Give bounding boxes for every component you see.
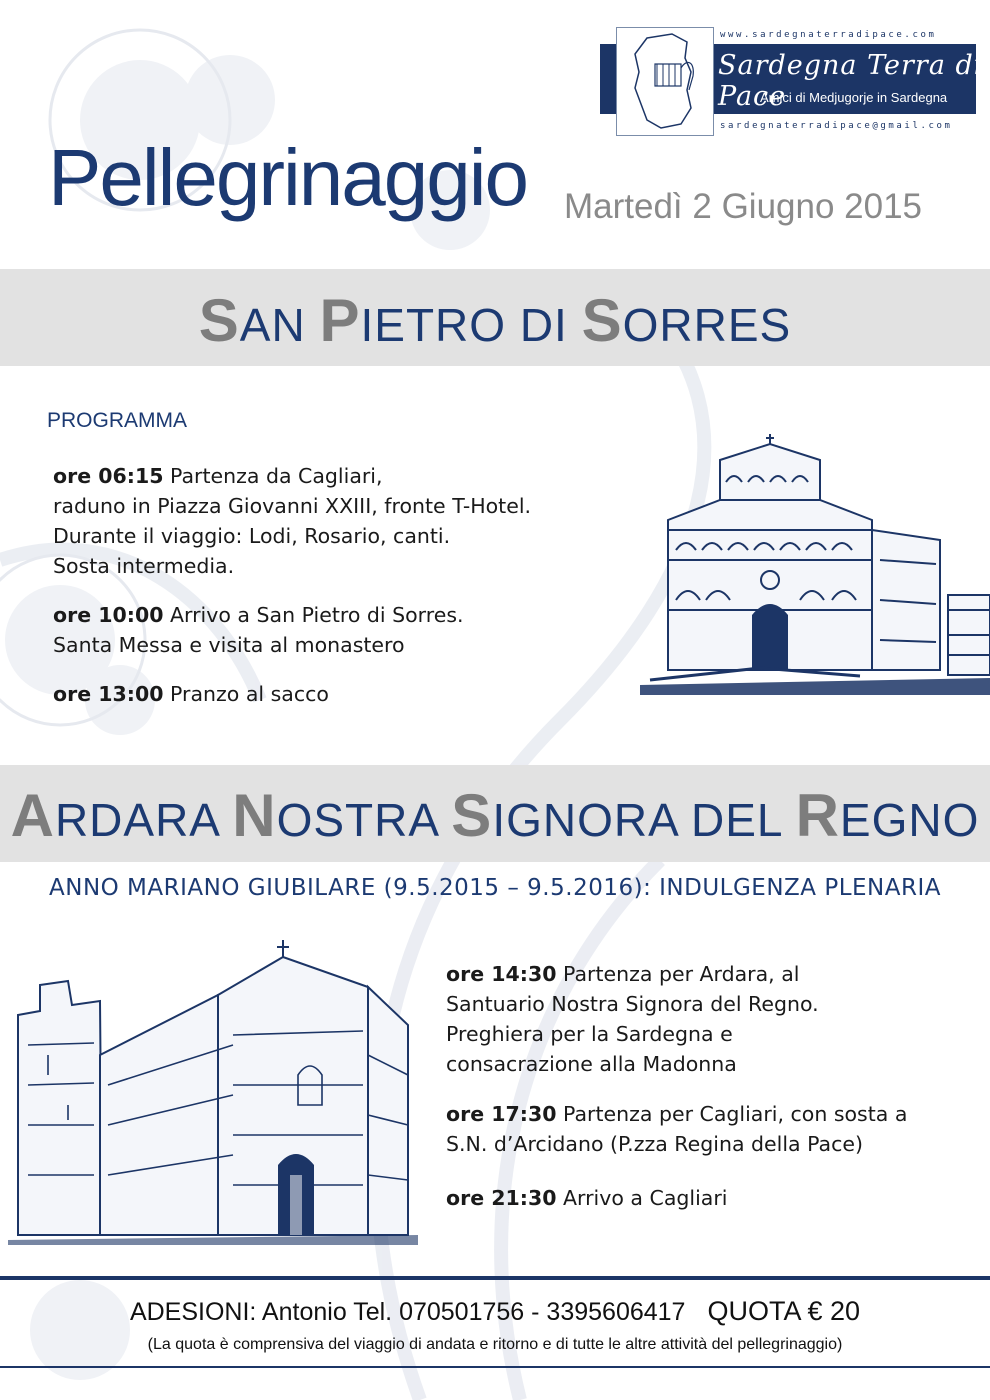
page-title: Pellegrinaggio <box>48 133 528 222</box>
program-item: ore 10:00 Arrivo a San Pietro di Sorres. Santa Messa e visita al monastero <box>53 603 464 657</box>
section1-title: SAN PIETRO DI SORRES <box>198 287 792 354</box>
church-ardara-illustration <box>8 935 418 1245</box>
sardinia-map-icon <box>616 27 714 136</box>
section2-subtitle: ANNO MARIANO GIUBILARE (9.5.2015 – 9.5.2016): INDULGENZA PLENARIA <box>49 875 941 901</box>
price-note: (La quota è comprensiva del viaggio di andata e ritorno e di tutte le altre attività del pellegrinaggio) <box>147 1336 843 1353</box>
footer-divider <box>0 1276 990 1280</box>
footer-bottom-line <box>0 1366 990 1368</box>
contact-info <box>0 1296 990 1327</box>
church-san-pietro-illustration <box>640 430 990 695</box>
program-item: ore 21:30 Arrivo a Cagliari <box>446 1186 728 1210</box>
logo-website: www.sardegnaterradipace.com <box>720 30 937 40</box>
logo-name: Sardegna Terra di Pace <box>718 50 984 112</box>
program-item: ore 14:30 Partenza per Ardara, al Santuario Nostra Signora del Regno. Preghiera per la Sardegna e consacrazione alla Madonna <box>446 962 819 1076</box>
adesioni-text: ADESIONI: Antonio Tel. 070501756 - 3395606417 <box>129 1298 686 1326</box>
logo-subtitle: Amici di Medjugorje in Sardegna <box>760 90 948 105</box>
logo-email: sardegnaterradipace@gmail.com <box>720 121 953 131</box>
program-item: ore 06:15 Partenza da Cagliari, raduno in Piazza Giovanni XXIII, fronte T-Hotel. Durante il viaggio: Lodi, Rosario, canti. Sosta intermedia. <box>53 464 532 578</box>
program-item: ore 13:00 Pranzo al sacco <box>53 682 329 706</box>
programma-label: PROGRAMMA <box>47 409 188 432</box>
event-date: Martedì 2 Giugno 2015 <box>564 187 923 226</box>
section2-title: ARDARA NOSTRA SIGNORA DEL REGNO <box>10 782 980 849</box>
program-item: ore 17:30 Partenza per Cagliari, con sosta a S.N. d’Arcidano (P.zza Regina della Pace) <box>446 1102 908 1156</box>
price-quota: QUOTA € 20 <box>707 1296 861 1326</box>
